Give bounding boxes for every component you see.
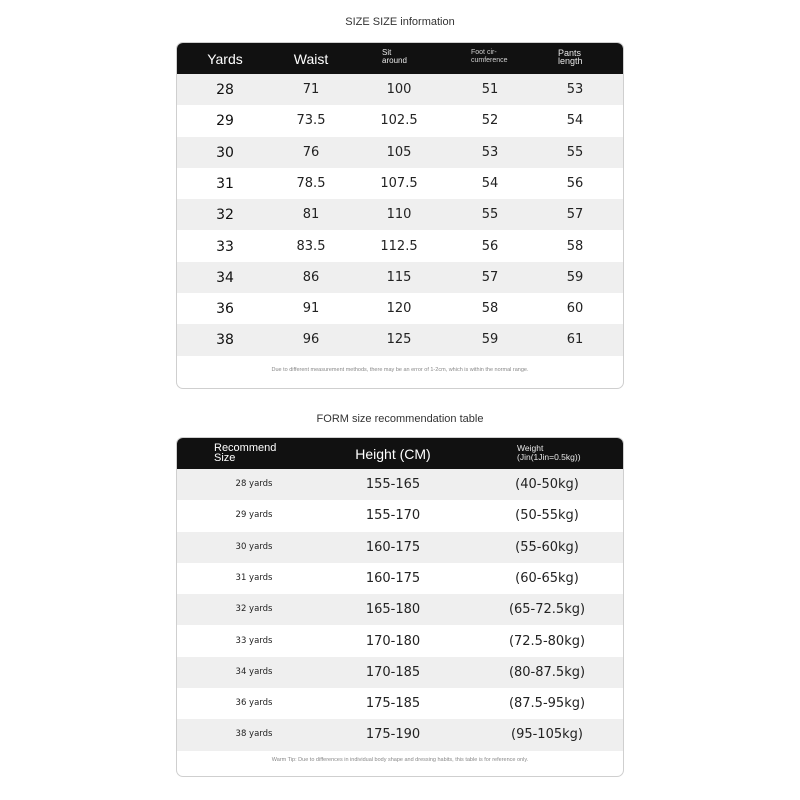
row-sit-around: 102.5 bbox=[380, 113, 418, 129]
header-recommend-size: Recommend Size bbox=[214, 442, 277, 464]
row-recommend-size: 28 yards bbox=[235, 479, 273, 489]
row-yards: 36 bbox=[216, 301, 234, 318]
row-sit-around: 110 bbox=[386, 207, 412, 223]
table-row bbox=[177, 293, 623, 324]
row-height: 160-175 bbox=[365, 570, 421, 586]
row-height: 170-180 bbox=[365, 633, 421, 649]
row-foot: 58 bbox=[481, 301, 499, 317]
row-foot: 51 bbox=[481, 82, 499, 97]
row-weight: (50-55kg) bbox=[515, 508, 579, 524]
header-sit-around: Sit around bbox=[382, 48, 407, 65]
table-row bbox=[177, 137, 623, 168]
row-pants-length: 57 bbox=[566, 207, 584, 223]
header-waist: Waist bbox=[293, 51, 329, 67]
row-yards: 29 bbox=[216, 113, 234, 130]
row-recommend-size: 33 yards bbox=[235, 635, 273, 646]
table-row bbox=[177, 626, 623, 657]
row-yards: 33 bbox=[216, 238, 234, 255]
size-info-header bbox=[177, 43, 623, 74]
row-yards: 32 bbox=[216, 207, 234, 224]
row-yards: 30 bbox=[216, 144, 234, 161]
table-row bbox=[177, 168, 623, 199]
size-info-table bbox=[176, 42, 624, 389]
row-weight: (80-87.5kg) bbox=[508, 664, 586, 680]
row-weight: (87.5-95kg) bbox=[508, 696, 586, 712]
table-row bbox=[177, 199, 623, 230]
row-yards: 34 bbox=[216, 269, 234, 286]
row-weight: (72.5-80kg) bbox=[508, 633, 586, 649]
row-sit-around: 120 bbox=[386, 301, 412, 317]
row-pants-length: 58 bbox=[566, 238, 584, 254]
row-weight: (55-60kg) bbox=[515, 539, 579, 555]
row-recommend-size: 38 yards bbox=[235, 729, 273, 740]
table-row bbox=[177, 657, 623, 688]
table-row bbox=[177, 563, 623, 594]
table-row bbox=[177, 105, 623, 136]
row-height: 175-185 bbox=[365, 696, 421, 712]
form-recommendation-table bbox=[176, 437, 624, 777]
row-waist: 86 bbox=[302, 269, 320, 285]
row-sit-around: 125 bbox=[386, 332, 412, 348]
row-height: 155-165 bbox=[365, 477, 421, 492]
row-yards: 38 bbox=[216, 332, 234, 349]
row-recommend-size: 32 yards bbox=[235, 604, 273, 615]
row-foot: 57 bbox=[481, 269, 499, 285]
row-foot: 52 bbox=[481, 113, 499, 129]
row-foot: 56 bbox=[481, 238, 499, 254]
row-waist: 81 bbox=[302, 207, 320, 223]
row-weight: (40-50kg) bbox=[515, 477, 579, 492]
row-waist: 96 bbox=[302, 332, 320, 348]
row-waist: 76 bbox=[302, 144, 320, 160]
header-foot-circumference: Foot cir- cumference bbox=[471, 49, 508, 64]
row-sit-around: 107.5 bbox=[380, 175, 418, 191]
row-height: 165-180 bbox=[365, 602, 421, 618]
row-height: 155-170 bbox=[365, 508, 421, 524]
row-recommend-size: 30 yards bbox=[235, 541, 273, 552]
row-yards: 31 bbox=[216, 175, 234, 192]
row-pants-length: 56 bbox=[566, 175, 584, 191]
row-recommend-size: 36 yards bbox=[235, 698, 273, 709]
row-weight: (95-105kg) bbox=[511, 727, 583, 743]
row-pants-length: 53 bbox=[566, 82, 584, 97]
row-weight: (60-65kg) bbox=[515, 570, 579, 586]
table-row bbox=[177, 688, 623, 719]
table-row bbox=[177, 74, 623, 105]
row-waist: 71 bbox=[302, 82, 320, 97]
row-recommend-size: 31 yards bbox=[235, 572, 273, 583]
row-pants-length: 60 bbox=[566, 301, 584, 317]
table-row bbox=[177, 500, 623, 531]
header-pants-length: Pants length bbox=[558, 48, 583, 66]
size-info-title: SIZE SIZE information bbox=[345, 16, 455, 28]
row-waist: 91 bbox=[302, 301, 320, 317]
row-yards: 28 bbox=[216, 82, 234, 98]
row-foot: 53 bbox=[481, 144, 499, 160]
header-height: Height (CM) bbox=[355, 446, 431, 462]
table-row bbox=[177, 262, 623, 293]
row-weight: (65-72.5kg) bbox=[508, 602, 586, 618]
header-weight: Weight (Jin(1Jin=0.5kg)) bbox=[517, 443, 581, 462]
row-sit-around: 100 bbox=[386, 82, 412, 97]
row-pants-length: 59 bbox=[566, 269, 584, 285]
table-row bbox=[177, 231, 623, 262]
row-foot: 59 bbox=[481, 332, 499, 348]
row-foot: 54 bbox=[481, 175, 499, 191]
row-waist: 73.5 bbox=[296, 113, 326, 129]
row-sit-around: 105 bbox=[386, 144, 412, 160]
table-row bbox=[177, 719, 623, 750]
row-pants-length: 55 bbox=[566, 144, 584, 160]
size-info-note: Due to different measurement methods, there may be an error of 1-2cm, which is within the normal range. bbox=[271, 367, 529, 373]
row-recommend-size: 29 yards bbox=[235, 510, 273, 521]
row-height: 170-185 bbox=[365, 664, 421, 680]
table-row bbox=[177, 532, 623, 563]
header-yards: Yards bbox=[207, 51, 243, 67]
form-table-title: FORM size recommendation table bbox=[316, 413, 484, 425]
row-pants-length: 54 bbox=[566, 113, 584, 129]
row-height: 160-175 bbox=[365, 539, 421, 555]
form-table-header bbox=[177, 438, 623, 469]
row-height: 175-190 bbox=[365, 727, 421, 743]
row-sit-around: 112.5 bbox=[380, 238, 418, 254]
row-pants-length: 61 bbox=[566, 332, 584, 348]
row-recommend-size: 34 yards bbox=[235, 666, 273, 677]
form-table-note: Warm Tip: Due to differences in individual body shape and dressing habits, this table is for reference only. bbox=[271, 757, 529, 763]
row-waist: 83.5 bbox=[296, 238, 326, 254]
table-row bbox=[177, 594, 623, 625]
row-waist: 78.5 bbox=[296, 175, 326, 191]
row-sit-around: 115 bbox=[386, 269, 412, 285]
row-foot: 55 bbox=[481, 207, 499, 223]
table-row bbox=[177, 469, 623, 500]
table-row bbox=[177, 324, 623, 355]
